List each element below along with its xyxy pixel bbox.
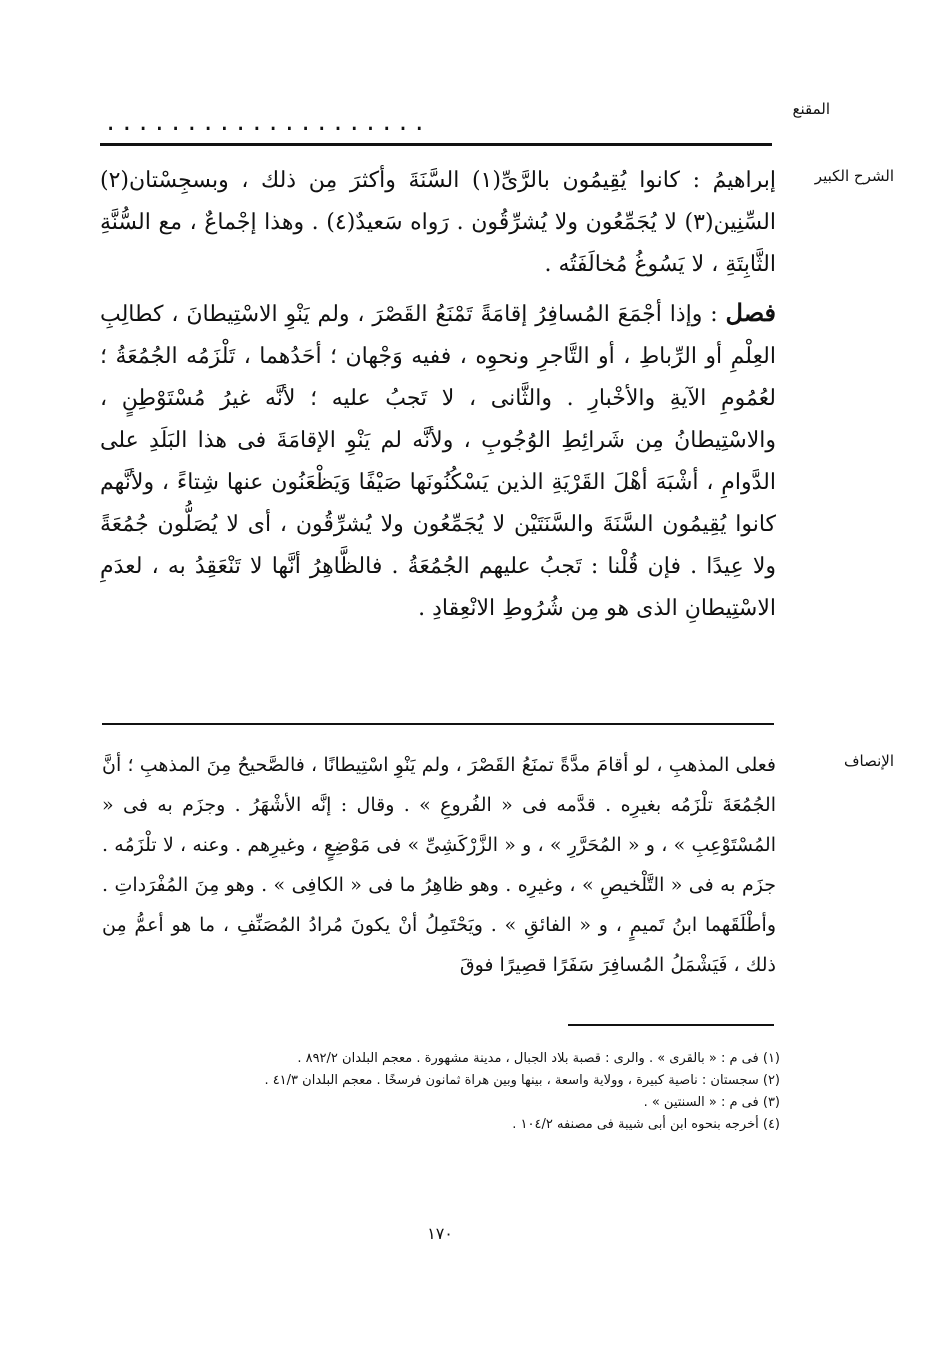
fasl-paragraph <box>100 292 776 630</box>
insaf-paragraph: فعلى المذهبِ ، لو أقامَ مدَّةً تمنَعُ القَصْرَ ، ولم يَنْوِ اسْتِيطانًا ، فالصَّحيحُ مِنَ المذهبِ ؛ أنَّ الجُمُعَةَ تلْزَمُه بغيرِه . قدَّمه فى « الفُروعِ » . وقال : إنَّه الأشْهَرُ . وجزَم به فى « المُسْتَوْعِبِ » ، و « المُحَرَّرِ » ، و « الزَّرْكَشِىِّ » فى مَوْضِعٍ ، وغيرِهم . وعنه ، لا تلْزَمُه . جزَم به فى « التَّلْخيصِ » ، وغيرِه . وهو ظاهِرُ ما فى « الكافِى » . وهو مِنَ المُفْرَداتِ . وأطْلَقَهما ابنُ تَميمٍ ، و « الفائقِ » . ويَحْتَمِلُ أنْ يكونَ مُرادُ المُصَنِّفِ ، ما هو أعمُّ مِن ذلك ، فَيَشْمَلُ المُسافِرَ سَفَرًا قصِيرًا فوقَ <box>102 754 776 976</box>
sharh-section <box>100 160 776 712</box>
section-divider <box>102 723 774 725</box>
sharh-margin-label: الشرح الكبير <box>814 167 894 185</box>
fasl-text: : وإذا أجْمَعَ المُسافِرُ إقامَةً تَمْنَعُ القَصْرَ ، ولم يَنْوِ الاسْتِيطانَ ، كطالِبِ العِلْمِ أو الرِّباطِ ، أو التَّاجرِ ونحوِه ، ففيه وَجْهان ؛ أحَدُهما ، تَلْزَمُه الجُمُعَةُ ؛ لعُمُومِ الآيةِ والأخْبارِ . والثَّانى ، لا تَجبُ عليه ؛ لأنَّه غيرُ مُسْتَوْطِنٍ ، والاسْتِيطانُ مِن شَرائِطِ الوُجُوبِ ، ولأنَّه لم يَنْوِ الإقامَةَ فى هذا البَلَدِ على الدَّوامِ ، أشْبَهَ أهْلَ القَرْيَةِ الذين يَسْكُنُونَها صَيْفًا وَيَظْعَنُون عنها شِتاءً ، ولأنَّهم كانوا يُقِيمُون السَّنَةَ والسَّنَتَيْن لا يُجَمِّعُون ولا يُشرِّقُون ، أى لا يُصَلُّون جُمُعَةً ولا عِيدًا . فإن قُلْنا : تَجبُ عليهم الجُمُعَةُ . فالظَّاهِرُ أنَّها لا تَنْعَقِدُ به ، لعدَمِ الاسْتِيطانِ الذى هو مِن شُرُوطِ الانْعِقادِ . <box>100 302 776 621</box>
header-rule <box>100 143 772 146</box>
footnotes <box>100 1048 780 1136</box>
fasl-keyword: فصل <box>725 298 776 327</box>
running-title: المقنع <box>792 100 830 118</box>
sharh-paragraph: إبراهيمُ : كانوا يُقِيمُون بالرَّىِّ(١) السَّنَةَ وأكثرَ مِن ذلك ، وبسجِسْتان(٢) السِّنِين(٣) لا يُجَمِّعُون ولا يُشرِّقُون . رَواه سَعيدٌ(٤) . وهذا إجْماعٌ ، مع السُّنَّةِ الثَّابِتَةِ ، لا يَسُوغُ مُخالَفَتُه . <box>100 168 776 277</box>
footnote-item: (٣) فى م : « السنتين » . <box>643 1095 780 1110</box>
footnote-rule <box>568 1024 774 1026</box>
footnote-item: (٤) أخرجه بنحوه ابن أبى شيبة فى مصنفه ١٠٤/٢ . <box>512 1117 780 1132</box>
footnote-item: (٢) سجستان : ناصية كبيرة ، وولاية واسعة ، بينها وبين هراة ثمانون فرسخًا . معجم البلدان ٤١/٣ . <box>264 1073 780 1088</box>
insaf-margin-label: الإنصاف <box>843 752 894 770</box>
page-number: ١٧٠ <box>427 1224 453 1243</box>
header-dotted-rule: .................... <box>104 114 429 134</box>
insaf-section <box>102 745 776 1025</box>
footnote-item: (١) فى م : « بالقرى » . والرى : قصبة بلاد الجبال ، مدينة مشهورة . معجم البلدان ٨٩٢/٢ . <box>297 1051 780 1066</box>
